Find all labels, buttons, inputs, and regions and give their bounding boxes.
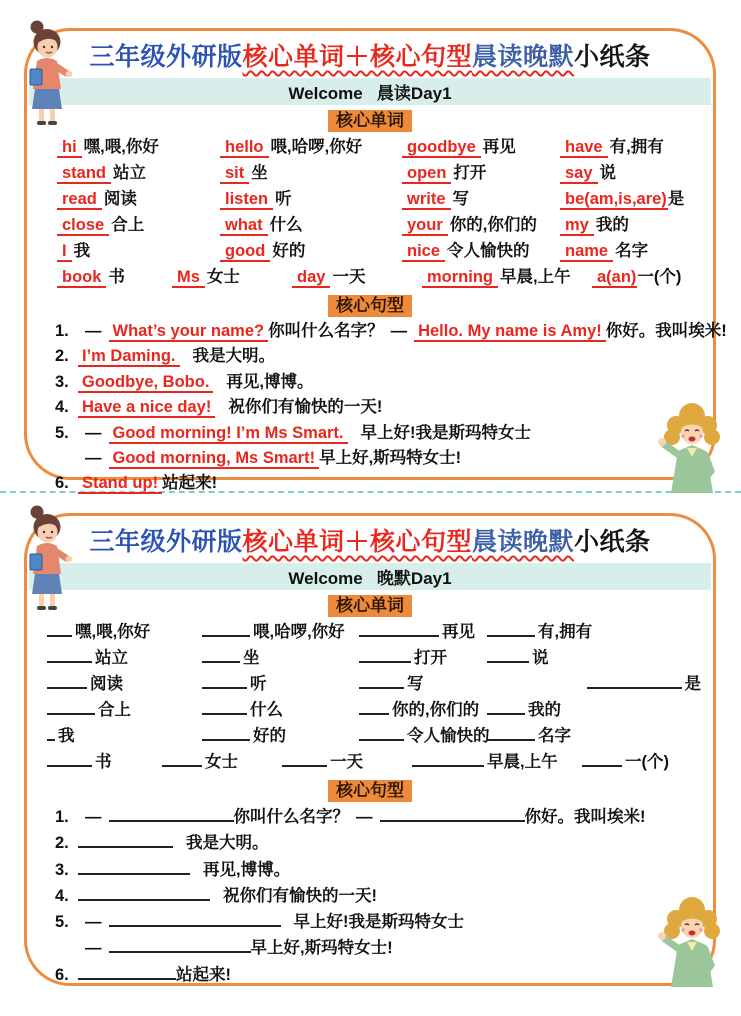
word-chinese: 嘿,喂,你好: [83, 138, 159, 156]
word-item: [57, 186, 220, 212]
word-english: good: [220, 242, 270, 262]
word-row: [27, 212, 713, 238]
word-blank-line: [282, 754, 327, 767]
word-blank-line: [202, 728, 250, 741]
word-chinese: 好的: [253, 727, 286, 745]
word-english: morning: [422, 268, 498, 288]
title-core: 核心单词＋核心句型: [242, 528, 472, 556]
word-chinese: 我的: [595, 216, 629, 234]
word-item: [47, 697, 202, 723]
word-item: [359, 671, 487, 697]
word-item: [162, 749, 282, 775]
word-chinese: 有,拥有: [538, 623, 593, 641]
sentence-english: Good morning! I’m Ms Smart.: [109, 424, 348, 444]
sentence-chinese: 再见,博博。: [203, 860, 291, 879]
ms-smart-avatar-icon: [649, 401, 735, 493]
word-chinese: 好的: [272, 242, 306, 260]
word-item: [57, 134, 220, 160]
word-item: [402, 238, 560, 264]
word-chinese: 打开: [453, 164, 487, 182]
word-blank-line: [47, 650, 92, 663]
sentence-line: [55, 883, 705, 909]
word-item: [220, 238, 402, 264]
word-english: your: [402, 216, 448, 236]
word-chinese: 写: [407, 675, 424, 693]
word-row: [27, 238, 713, 264]
word-chinese: 你的,你们的: [449, 216, 537, 234]
word-chinese: 名字: [615, 242, 649, 260]
sentence-english: Stand up!: [78, 474, 162, 494]
ms-smart-avatar-icon: [649, 895, 735, 987]
word-english: hello: [220, 138, 269, 158]
sentence-number: 2.: [55, 347, 69, 366]
sentence-number: 1.: [55, 808, 69, 826]
sentence-number: 3.: [55, 860, 69, 879]
day-banner-morning: Welcome 晨读Day1: [29, 78, 711, 105]
word-item: [292, 264, 422, 290]
sentence-english: Good morning, Ms Smart!: [109, 449, 320, 469]
word-blank-line: [202, 624, 250, 637]
word-chinese: 打开: [414, 649, 447, 667]
dash-mark: —: [390, 322, 408, 340]
word-english: day: [292, 268, 330, 288]
sentence-chinese: 我是大明。: [186, 834, 269, 853]
title-edition: 三年级外研版: [89, 43, 243, 71]
sentence-number: 2.: [55, 834, 69, 853]
word-list-morning: [27, 134, 713, 290]
word-item: [560, 160, 701, 186]
word-chinese: 早晨,上午: [500, 268, 571, 286]
sentence-english: Have a nice day!: [78, 398, 215, 418]
sentence-line: [55, 962, 705, 988]
sentence-line: [55, 344, 705, 369]
word-blank-line: [202, 650, 240, 663]
word-chinese: 说: [532, 649, 549, 667]
word-blank-line: [487, 650, 529, 663]
word-blank-line: [359, 728, 404, 741]
word-item: [47, 671, 202, 697]
word-blank-line: [587, 676, 682, 689]
sentence-chinese: 早上好!我是斯玛特女士: [293, 913, 464, 932]
dash-mark: —: [85, 939, 102, 958]
word-english: what: [220, 216, 268, 236]
word-blank-line: [162, 754, 202, 767]
word-row: [27, 134, 713, 160]
word-item: [57, 212, 220, 238]
word-english: stand: [57, 164, 111, 184]
word-blank-line: [47, 624, 72, 637]
sentence-number: 1.: [55, 322, 69, 340]
sentence-chinese: 我是大明。: [192, 347, 276, 366]
sentence-chinese: 站起来!: [176, 965, 231, 984]
word-row: [27, 186, 713, 212]
word-blank-line: [487, 702, 525, 715]
word-chinese: 站立: [95, 649, 128, 667]
word-item: [359, 697, 487, 723]
sentence-chinese: 祝你们有愉快的一天!: [228, 398, 383, 417]
word-item: [487, 723, 701, 749]
title-routine: 晨读晚默: [472, 528, 575, 556]
word-row: [27, 264, 713, 290]
teacher-avatar-icon: [17, 504, 75, 614]
sentence-chinese: 站起来!: [162, 474, 218, 493]
sentence-chinese: 早上好,斯玛特女士!: [250, 939, 393, 958]
word-chinese: 站立: [113, 164, 147, 182]
sentence-line: [55, 935, 705, 961]
word-blank-line: [412, 754, 484, 767]
word-item: [57, 160, 220, 186]
sentence-blank-line: [78, 861, 190, 875]
word-chinese: 令人愉快的: [407, 727, 490, 745]
word-chinese: 是: [684, 675, 701, 693]
day-banner-evening: Welcome 晚默Day1: [29, 563, 711, 590]
word-blank-line: [359, 676, 404, 689]
word-item: [220, 212, 402, 238]
word-chinese: 再见: [442, 623, 475, 641]
sentence-english: Hello. My name is Amy!: [414, 322, 606, 342]
word-blank-line: [47, 754, 92, 767]
sentence-number: 4.: [55, 398, 69, 417]
sentence-line: [55, 857, 705, 883]
word-chinese: 书: [108, 268, 125, 286]
word-blank-line: [47, 728, 55, 741]
word-blank-line: [359, 702, 389, 715]
core-sentences-badge: 核心句型: [328, 295, 412, 317]
word-english: listen: [220, 190, 273, 210]
word-item: [359, 723, 490, 749]
word-chinese: 坐: [243, 649, 260, 667]
core-words-badge: 核心单词: [328, 595, 412, 617]
sentence-line: [55, 370, 705, 395]
title-core: 核心单词＋核心句型: [242, 43, 472, 71]
sentence-chinese: 早上好,斯玛特女士!: [319, 449, 462, 468]
sentence-blank-line: [78, 834, 173, 848]
word-blank-line: [487, 624, 535, 637]
word-chinese: 女士: [206, 268, 240, 286]
word-item: [359, 619, 487, 645]
word-chinese: 我: [58, 727, 75, 745]
sentence-blank-line: [78, 887, 210, 901]
word-chinese: 一天: [330, 753, 363, 771]
word-english: say: [560, 164, 598, 184]
sentence-line: [55, 395, 705, 420]
word-item: [202, 697, 359, 723]
sentence-line: [55, 471, 705, 496]
word-item: [47, 645, 202, 671]
word-chinese: 有,拥有: [609, 138, 664, 156]
word-chinese: 说: [599, 164, 617, 182]
word-item: [202, 645, 359, 671]
word-english: write: [402, 190, 451, 210]
sentence-list-evening: [27, 804, 713, 988]
word-blank-line: [487, 728, 535, 741]
sheet-title: [27, 37, 713, 73]
word-item: [202, 619, 359, 645]
word-item: [487, 697, 701, 723]
word-chinese: 一天: [332, 268, 366, 286]
word-item: [359, 645, 487, 671]
word-item: [592, 264, 681, 290]
word-item: [47, 619, 202, 645]
word-blank-line: [47, 702, 95, 715]
title-note: 小纸条: [574, 528, 651, 556]
word-blank-line: [47, 676, 87, 689]
word-chinese: 名字: [538, 727, 571, 745]
word-chinese: 书: [95, 753, 112, 771]
dash-mark: —: [85, 322, 102, 340]
word-item: [282, 749, 412, 775]
word-english: have: [560, 138, 608, 158]
word-blank-line: [202, 702, 247, 715]
dash-mark: —: [85, 913, 102, 932]
sentence-number: 4.: [55, 886, 69, 905]
dash-mark: —: [85, 423, 102, 442]
evening-panel: [24, 513, 716, 986]
word-item: [402, 160, 560, 186]
word-item: [487, 671, 701, 697]
word-item: [57, 264, 172, 290]
sentence-line: [55, 319, 727, 344]
word-blank-line: [582, 754, 622, 767]
word-chinese: 坐: [251, 164, 268, 182]
sentence-blank-line: [109, 913, 281, 927]
word-row: [27, 160, 713, 186]
word-chinese: 听: [250, 675, 267, 693]
word-item: [402, 212, 560, 238]
dash-mark: —: [356, 808, 373, 826]
word-item: [220, 134, 402, 160]
word-chinese: 一(个): [625, 753, 669, 771]
sentence-line: [55, 804, 705, 830]
word-chinese: 我的: [528, 701, 561, 719]
word-chinese: 什么: [269, 216, 303, 234]
sentence-english: What’s your name?: [109, 322, 269, 342]
word-english: close: [57, 216, 109, 236]
dash-mark: —: [85, 449, 102, 468]
word-english: be(am,is,are): [560, 190, 668, 210]
sentence-chinese: 早上好!我是斯玛特女士: [360, 423, 532, 442]
sentence-chinese: 你好。我叫埃米!: [605, 322, 727, 340]
word-chinese: 我: [73, 242, 91, 260]
morning-panel: [24, 28, 727, 493]
sentence-english: I’m Daming.: [78, 347, 180, 367]
word-item: [57, 238, 220, 264]
word-chinese: 女士: [205, 753, 238, 771]
word-english: sit: [220, 164, 249, 184]
word-item: [412, 749, 582, 775]
word-chinese: 早晨,上午: [487, 753, 558, 771]
word-item: [560, 186, 701, 212]
word-english: nice: [402, 242, 445, 262]
sheet-title: [27, 522, 713, 558]
word-chinese: 阅读: [103, 190, 137, 208]
core-sentences-badge: 核心句型: [328, 780, 412, 802]
word-chinese: 你的,你们的: [392, 701, 480, 719]
word-chinese: 喂,哈啰,你好: [253, 623, 345, 641]
word-item: [402, 134, 560, 160]
word-blank-line: [202, 676, 247, 689]
word-item: [560, 212, 701, 238]
sentence-number: 6.: [55, 474, 69, 493]
word-english: open: [402, 164, 451, 184]
sentence-list-morning: [27, 319, 727, 497]
word-chinese: 合上: [111, 216, 145, 234]
sentence-line: [55, 830, 705, 856]
word-item: [560, 238, 701, 264]
word-chinese: 是: [667, 190, 685, 208]
word-english: I: [57, 242, 72, 262]
sentence-chinese: 你好。我叫埃米!: [524, 808, 646, 826]
teacher-avatar-icon: [17, 19, 75, 129]
word-row: [27, 619, 713, 645]
word-item: [582, 749, 669, 775]
sentence-number: 3.: [55, 372, 69, 391]
word-english: my: [560, 216, 594, 236]
core-words-badge: 核心单词: [328, 110, 412, 132]
title-note: 小纸条: [574, 43, 651, 71]
word-chinese: 喂,哈啰,你好: [270, 138, 363, 156]
word-item: [47, 749, 162, 775]
word-item: [487, 645, 701, 671]
word-chinese: 合上: [98, 701, 131, 719]
sentence-line: [55, 909, 705, 935]
word-row: [27, 671, 713, 697]
sentence-chinese: 你叫什么名字？: [268, 322, 384, 340]
word-blank-line: [359, 624, 439, 637]
word-item: [172, 264, 292, 290]
sentence-chinese: 再见,博博。: [226, 372, 314, 391]
word-english: Ms: [172, 268, 205, 288]
sentence-number: 6.: [55, 965, 69, 984]
word-item: [487, 619, 701, 645]
word-item: [402, 186, 560, 212]
word-english: a(an): [592, 268, 637, 288]
sentence-line: [55, 446, 705, 471]
word-item: [47, 723, 202, 749]
dash-mark: —: [85, 808, 102, 826]
word-list-evening: [27, 619, 713, 775]
word-chinese: 嘿,喂,你好: [75, 623, 151, 641]
word-english: name: [560, 242, 613, 262]
sentence-blank-line: [109, 939, 251, 953]
word-item: [220, 160, 402, 186]
word-blank-line: [359, 650, 411, 663]
sentence-blank-line: [109, 808, 234, 822]
sentence-blank-line: [78, 966, 176, 980]
word-row: [27, 723, 713, 749]
word-chinese: 再见: [482, 138, 516, 156]
word-item: [202, 671, 359, 697]
word-chinese: 阅读: [90, 675, 123, 693]
word-english: goodbye: [402, 138, 481, 158]
sentence-chinese: 祝你们有愉快的一天!: [223, 886, 377, 905]
sentence-number: 5.: [55, 913, 69, 932]
word-english: hi: [57, 138, 82, 158]
word-english: book: [57, 268, 106, 288]
word-row: [27, 645, 713, 671]
word-item: [220, 186, 402, 212]
sentence-number: 5.: [55, 423, 69, 442]
title-edition: 三年级外研版: [89, 528, 243, 556]
title-routine: 晨读晚默: [472, 43, 575, 71]
word-chinese: 什么: [250, 701, 283, 719]
word-chinese: 令人愉快的: [447, 242, 530, 260]
word-row: [27, 697, 713, 723]
word-chinese: 写: [452, 190, 470, 208]
sentence-line: [55, 421, 705, 446]
word-item: [422, 264, 592, 290]
sentence-blank-line: [380, 808, 525, 822]
sentence-chinese: 你叫什么名字？: [233, 808, 349, 826]
word-chinese: 听: [275, 190, 292, 208]
word-english: read: [57, 190, 102, 210]
word-item: [202, 723, 359, 749]
word-item: [560, 134, 701, 160]
sentence-english: Goodbye, Bobo.: [78, 373, 213, 393]
word-chinese: 一(个): [637, 268, 682, 286]
word-row: [27, 749, 713, 775]
